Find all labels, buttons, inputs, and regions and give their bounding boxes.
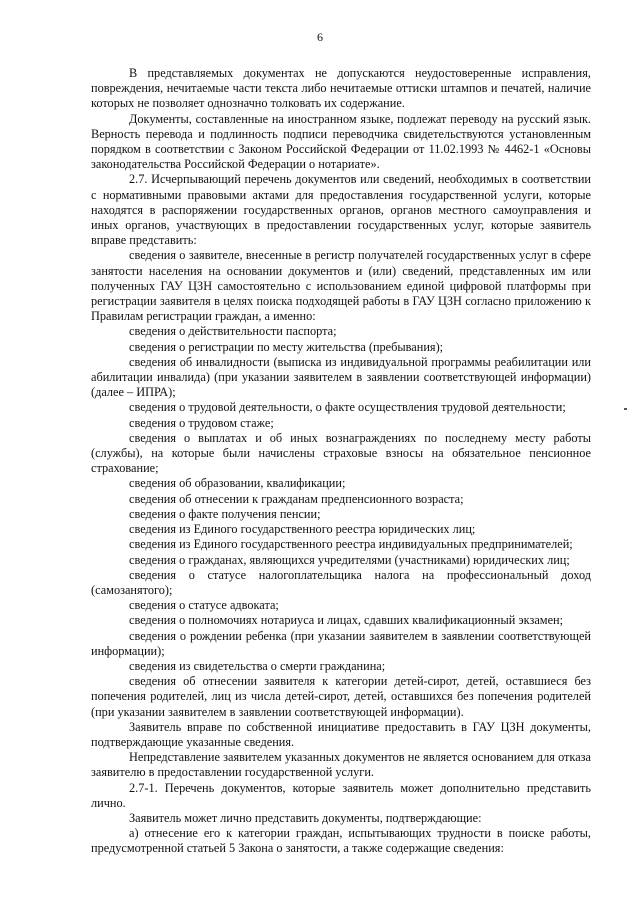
list-item: сведения об инвалидности (выписка из индивидуальной программы реабилитации или абилитации инвалида) (при указании заявителем в заявлении соответствующей информации) (далее – ИПРА); (91, 354, 591, 400)
list-item: сведения из Единого государственного реестра юридических лиц; (129, 522, 476, 537)
paragraph: а) отнесение его к категории граждан, испытывающих трудности в поиске работы, предусмотренной статьей 5 Закона о занятости, а также содержащие сведения: (91, 826, 591, 856)
document-body (91, 66, 591, 857)
paragraph: 2.7-1. Перечень документов, которые заявитель может дополнительно представить лично. (91, 780, 591, 810)
list-item: сведения о факте получения пенсии; (129, 506, 321, 521)
list-item: сведения о трудовой деятельности, о факте осуществления трудовой деятельности; (129, 400, 566, 415)
paragraph: Непредставление заявителем указанных документов не является основанием для отказа заявителю в предоставлении государственной услуги. (91, 750, 591, 780)
list-item: сведения об образовании, квалификации; (129, 476, 346, 491)
list-item: сведения из свидетельства о смерти гражданина; (129, 658, 386, 673)
scan-mark (624, 408, 627, 410)
page-number: 6 (317, 30, 323, 44)
list-item: сведения об отнесении заявителя к категории детей-сирот, детей, оставшиеся без попечения родителей, лиц из числа детей-сирот, детей, оставшихся без попечения родителей (при указании заявителем в заявлении соответствующей информации). (91, 674, 591, 719)
list-item: сведения о выплатах и об иных вознаграждениях по последнему месту работы (службы), на которые были начислены страховые взносы на обязательное пенсионное страхование; (91, 430, 591, 476)
paragraph: 2.7. Исчерпывающий перечень документов или сведений, необходимых в соответствии с нормативными правовыми актами для предоставления государственной услуги, которые находятся в распоряжении государственных органов, органов местного самоуправления и иных органов, участвующих в предоставлении государственных услуг, которые заявитель вправе представить: (91, 172, 591, 248)
paragraph: Документы, составленные на иностранном языке, подлежат переводу на русский язык. Верность перевода и подлинность подписи переводчика свидетельствуются установленным порядком в соответствии с Законом Российской Федерации от 11.02.1993 № 4462-1 «Основы законодательства Российской Федерации о нотариате». (91, 111, 591, 172)
list-item: сведения о действительности паспорта; (129, 324, 337, 339)
paragraph: Заявитель вправе по собственной инициативе предоставить в ГАУ ЦЗН документы, подтверждающие указанные сведения. (91, 719, 591, 749)
list-item: сведения о регистрации по месту жительства (пребывания); (129, 339, 444, 354)
paragraph: сведения о заявителе, внесенные в регистр получателей государственных услуг в сфере занятости населения на основании документов и (или) сведений, представленных им или полученных ГАУ ЦЗН самостоятельно с использованием единой цифровой платформы при регистрации заявителя в целях поиска подходящей работы в ГАУ ЦЗН согласно приложению к Правилам регистрации граждан, а именно: (91, 248, 591, 324)
list-item: сведения об отнесении к гражданам предпенсионного возраста; (129, 491, 464, 506)
list-item: сведения о статусе налогоплательщика налога на профессиональный доход (самозанятого); (91, 567, 591, 597)
paragraph: Заявитель может лично представить документы, подтверждающие: (129, 810, 482, 825)
list-item: сведения о трудовом стаже; (129, 415, 274, 430)
list-item: сведения о статусе адвоката; (129, 598, 279, 613)
list-item: сведения о полномочиях нотариуса и лицах, сдавших квалификационный экзамен; (129, 613, 564, 628)
list-item: сведения о рождении ребенка (при указании заявителем в заявлении соответствующей информации); (91, 628, 591, 658)
list-item: сведения о гражданах, являющихся учредителями (участниками) юридических лиц; (129, 552, 570, 567)
list-item: сведения из Единого государственного реестра индивидуальных предпринимателей; (129, 537, 573, 552)
paragraph: В представляемых документах не допускаются неудостоверенные исправления, повреждения, нечитаемые части текста либо нечитаемые оттиски штампов и печатей, наличие которых не позволяет однозначно толковать их содержание. (91, 66, 591, 111)
